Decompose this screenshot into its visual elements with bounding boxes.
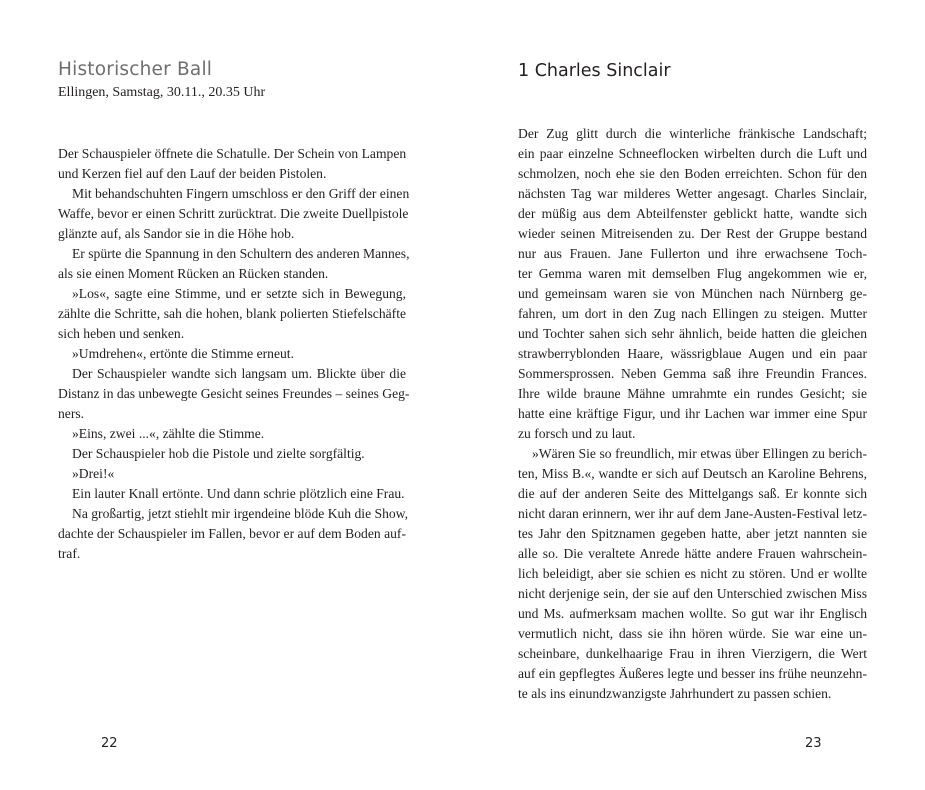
text-line: zählte die Schritte, sah die hohen, blank polierten Stiefelschäfte xyxy=(58,306,406,321)
text-line: »Wären Sie so freundlich, mir etwas über Ellingen zu berich- xyxy=(532,446,867,461)
text-line: der müßig aus dem Abteilfenster geblickt hatte, wandte sich xyxy=(518,206,867,221)
text-line: scheinbare, dunkelhaarige Frau in ihren Vierzigern, die Wert xyxy=(518,646,867,661)
text-line: lich beleidigt, aber sie schien es nicht zu stören. Und er wollte xyxy=(518,566,867,581)
text-line: nicht derjenige sein, der sie auf den Unterschied zwischen Miss xyxy=(518,586,867,601)
text-line: Der Schauspieler öffnete die Schatulle. Der Schein von Lampen xyxy=(58,146,407,161)
text-line: Mit behandschuhten Fingern umschloss er den Griff der einen xyxy=(72,186,410,201)
text-line: vermutlich nicht, dass sie ihn hören würde. Sie war eine un- xyxy=(518,626,867,641)
page-number-left: 22 xyxy=(101,736,118,751)
text-line: und Tochter sahen sich sehr ähnlich, beide hatten die gleichen xyxy=(518,326,867,341)
text-line: Waffe, bevor er einen Schritt zurücktrat. Die zweite Duellpistole xyxy=(58,206,409,221)
right-page xyxy=(462,0,925,790)
text-line: fahren, um dort in den Zug nach Ellingen zu steigen. Mutter xyxy=(518,306,867,321)
text-line: alle so. Die veraltete Anrede hätte andere Frauen wahrschein- xyxy=(518,546,867,561)
text-line: Ein lauter Knall ertönte. Und dann schrie plötzlich eine Frau. xyxy=(72,486,405,501)
text-line: Sommersprossen. Neben Gemma saß ihre Freundin Frances. xyxy=(518,366,867,381)
text-line: Na großartig, jetzt stiehlt mir irgendeine blöde Kuh die Show, xyxy=(72,506,408,521)
text-line: auf ein gepflegtes Äußeres legte und besser ins frühe neunzehn- xyxy=(518,666,867,681)
text-line: als sie einen Moment Rücken an Rücken standen. xyxy=(58,266,329,281)
page-number-right: 23 xyxy=(805,736,822,751)
text-line: glänzte auf, als Sandor sie in die Höhe hob. xyxy=(58,226,295,241)
text-line: sich heben und senken. xyxy=(58,326,185,341)
right-body-text xyxy=(518,124,867,704)
text-line: strawberryblonden Haare, wässrigblaue Augen und ein paar xyxy=(518,346,867,361)
text-line: nicht daran erinnern, wer ihr auf dem Jane-Austen-Festival letz- xyxy=(518,506,867,521)
text-line: Der Zug glitt durch die winterliche fränkische Landschaft; xyxy=(518,126,867,141)
text-line: »Drei!« xyxy=(72,466,115,481)
text-line: und gemeinsam waren sie von München nach Nürnberg ge- xyxy=(518,286,867,301)
text-line: und Ms. aufmerksam machen wollte. So gut war ihr Englisch xyxy=(518,606,867,621)
text-line: Ihre wilde braune Mähne umrahmte ein rundes Gesicht; sie xyxy=(518,386,867,401)
text-line: die auf der anderen Seite des Mittelgangs saß. Er konnte sich xyxy=(518,486,867,501)
chapter-heading: 1 Charles Sinclair xyxy=(518,61,671,81)
text-line: nächsten Tag war milderes Wetter angesagt. Charles Sinclair, xyxy=(518,186,867,201)
text-line: tes Jahr den Spitznamen gegeben hatte, aber jetzt nannten sie xyxy=(518,526,867,541)
text-line: Er spürte die Spannung in den Schultern des anderen Mannes, xyxy=(72,246,410,261)
text-line: zu forsch und zu laut. xyxy=(518,426,636,441)
text-line: traf. xyxy=(58,546,81,561)
text-line: nur aus Frauen. Jane Fullerton und ihre erwachsene Toch- xyxy=(518,246,867,261)
chapter-title: Historischer Ball xyxy=(58,59,213,80)
text-line: hatte eine kräftige Figur, und ihr Lachen war immer eine Spur xyxy=(518,406,867,421)
text-line: ners. xyxy=(58,406,85,421)
text-line: wieder seinen Mitreisenden zu. Der Rest der Gruppe bestand xyxy=(518,226,867,241)
chapter-subtitle: Ellingen, Samstag, 30.11., 20.35 Uhr xyxy=(58,85,266,100)
left-page xyxy=(0,0,462,790)
text-line: ein paar einzelne Schneeflocken wirbelten durch die Luft und xyxy=(518,146,867,161)
text-line: te als ins einundzwanzigste Jahrhundert zu passen schien. xyxy=(518,686,832,701)
text-line: »Umdrehen«, ertönte die Stimme erneut. xyxy=(72,346,294,361)
text-line: Der Schauspieler wandte sich langsam um. Blickte über die xyxy=(72,366,406,381)
text-line: schmolzen, noch ehe sie den Boden erreichten. Schon für den xyxy=(518,166,867,181)
text-line: »Los«, sagte eine Stimme, und er setzte sich in Bewegung, xyxy=(72,286,406,301)
text-line: und Kerzen fiel auf den Lauf der beiden Pistolen. xyxy=(58,166,327,181)
text-line: Der Schauspieler hob die Pistole und zielte sorgfältig. xyxy=(72,446,365,461)
text-line: ter Gemma waren mit demselben Flug angekommen wie er, xyxy=(518,266,867,281)
left-body-text xyxy=(58,144,410,564)
text-line: Distanz in das unbewegte Gesicht seines Freundes – seines Geg- xyxy=(58,386,410,401)
text-line: dachte der Schauspieler im Fallen, bevor er auf dem Boden auf- xyxy=(58,526,406,541)
text-line: ten, Miss B.«, wandte er sich auf Deutsch an Karoline Behrens, xyxy=(518,466,867,481)
text-line: »Eins, zwei ...«, zählte die Stimme. xyxy=(72,426,265,441)
